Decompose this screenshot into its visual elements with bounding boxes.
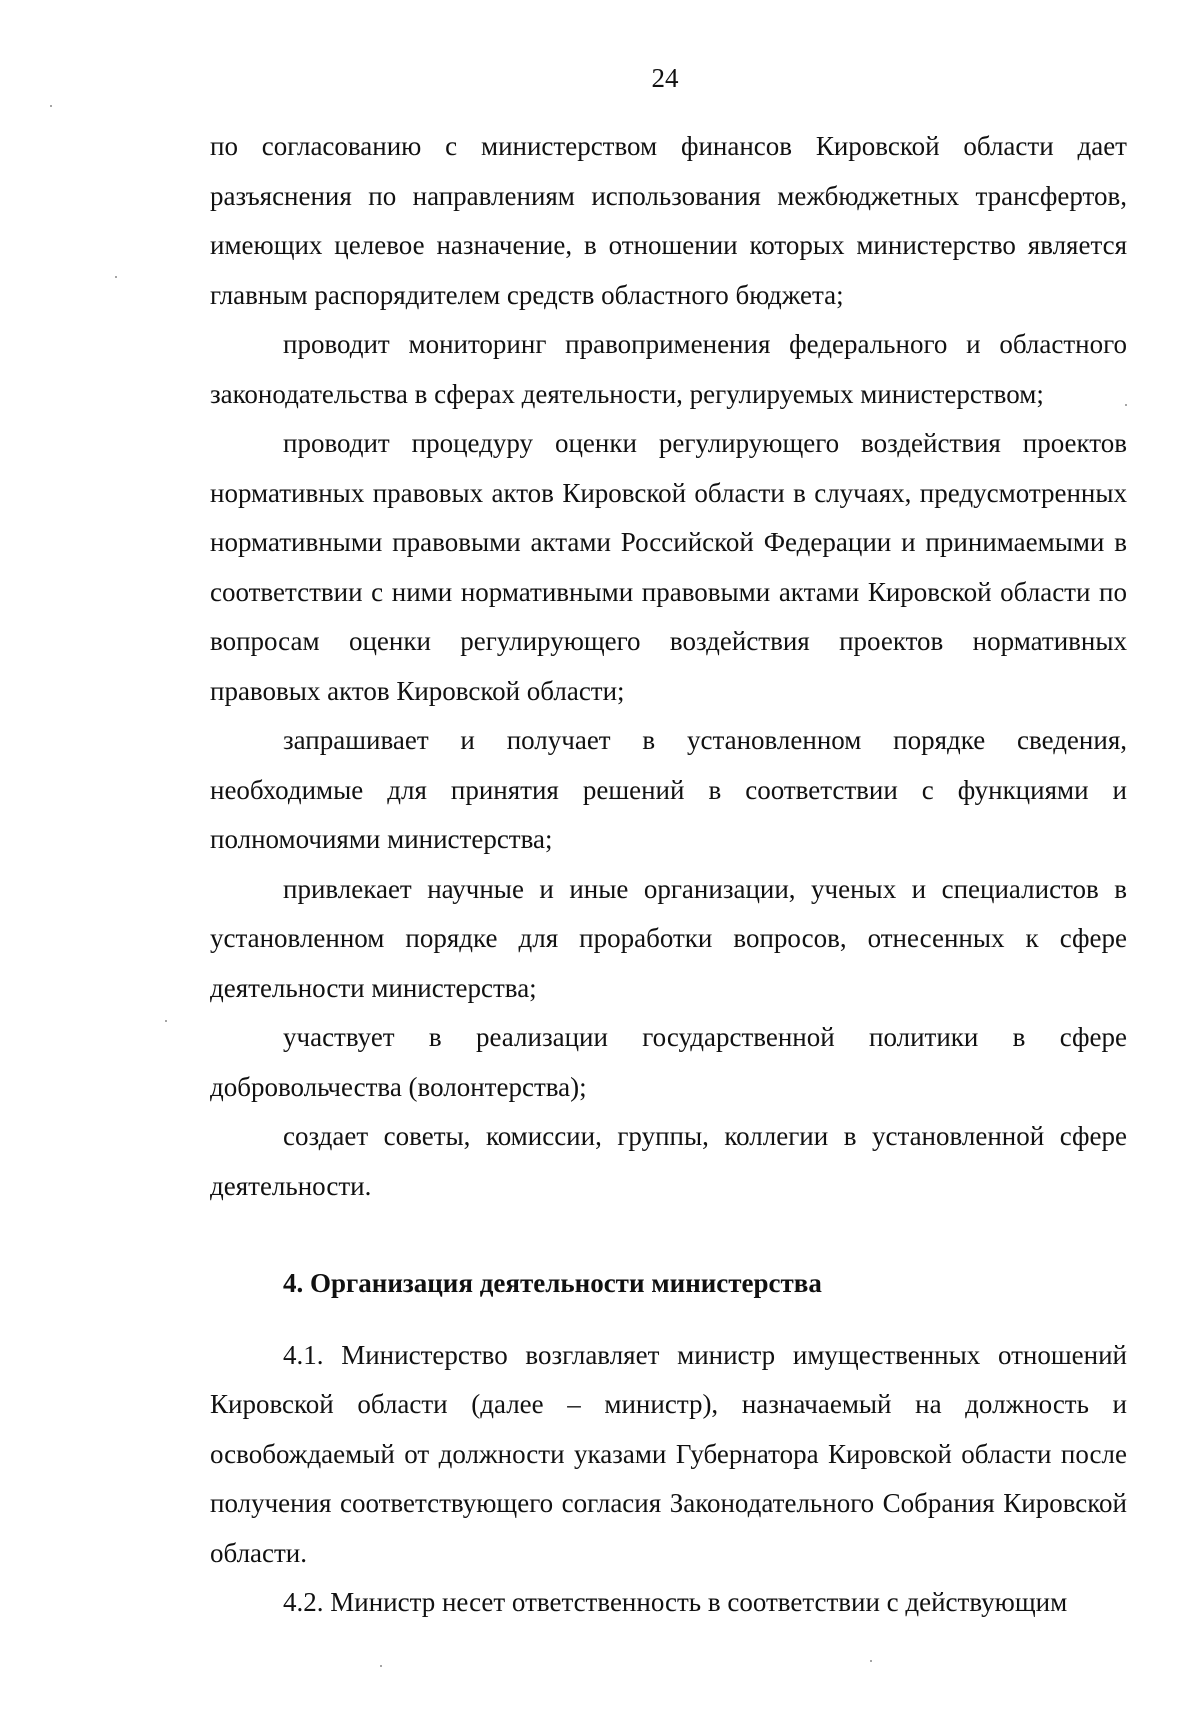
scan-speck xyxy=(50,105,52,107)
paragraph-regulatory-impact-assessment: проводит процедуру оценки регулирующего воздействия проектов нормативных правовых актов Кировской области в случаях, предусмотренных нормативными правовыми актами Российской Федерации и принимаемыми в соответствии с ними нормативными правовыми актами Кировской области по вопросам оценки регулирующего воздействия проектов нормативных правовых актов Кировской области; xyxy=(210,428,1127,706)
paragraph-volunteering-policy: участвует в реализации государственной политики в сфере добровольчества (волонтерства); xyxy=(210,1022,1127,1102)
scan-speck xyxy=(165,1020,167,1022)
scan-speck xyxy=(115,276,117,278)
paragraph-experts-involvement: привлекает научные и иные организации, ученых и специалистов в установленном порядке для проработки вопросов, отнесенных к сфере деятельности министерства; xyxy=(210,873,1127,1003)
section-heading: 4. Организация деятельности министерства xyxy=(283,1268,822,1298)
page-number: 24 xyxy=(651,63,679,93)
paragraph-councils-commissions: создает советы, комиссии, группы, коллегии в установленной сфере деятельности. xyxy=(210,1121,1127,1201)
scan-speck xyxy=(380,1665,382,1667)
paragraph-4-1: 4.1. Министерство возглавляет министр имущественных отношений Кировской области (далее – министр), назначаемый на должность и освобождаемый от должности указами Губернатора Кировской области после получения соответствующего согласия Законодательного Собрания Кировской области. xyxy=(210,1339,1127,1568)
paragraph-interbudget-transfers: по согласованию с министерством финансов Кировской области дает разъяснения по направлениям использования межбюджетных трансфертов, имеющих целевое назначение, в отношении которых министерство является главным распорядителем средств областного бюджета; xyxy=(210,131,1127,310)
paragraph-information-requests: запрашивает и получает в установленном порядке сведения, необходимые для принятия решений в соответствии с функциями и полномочиями министерства; xyxy=(210,725,1127,854)
scan-speck xyxy=(1125,404,1127,406)
scan-speck xyxy=(870,1660,872,1662)
paragraph-law-enforcement-monitoring: проводит мониторинг правоприменения федерального и областного законодательства в сферах деятельности, регулируемых министерством; xyxy=(210,329,1127,409)
paragraph-4-2: 4.2. Министр несет ответственность в соответствии с действующим xyxy=(283,1587,1068,1617)
document-body xyxy=(210,122,1127,1628)
